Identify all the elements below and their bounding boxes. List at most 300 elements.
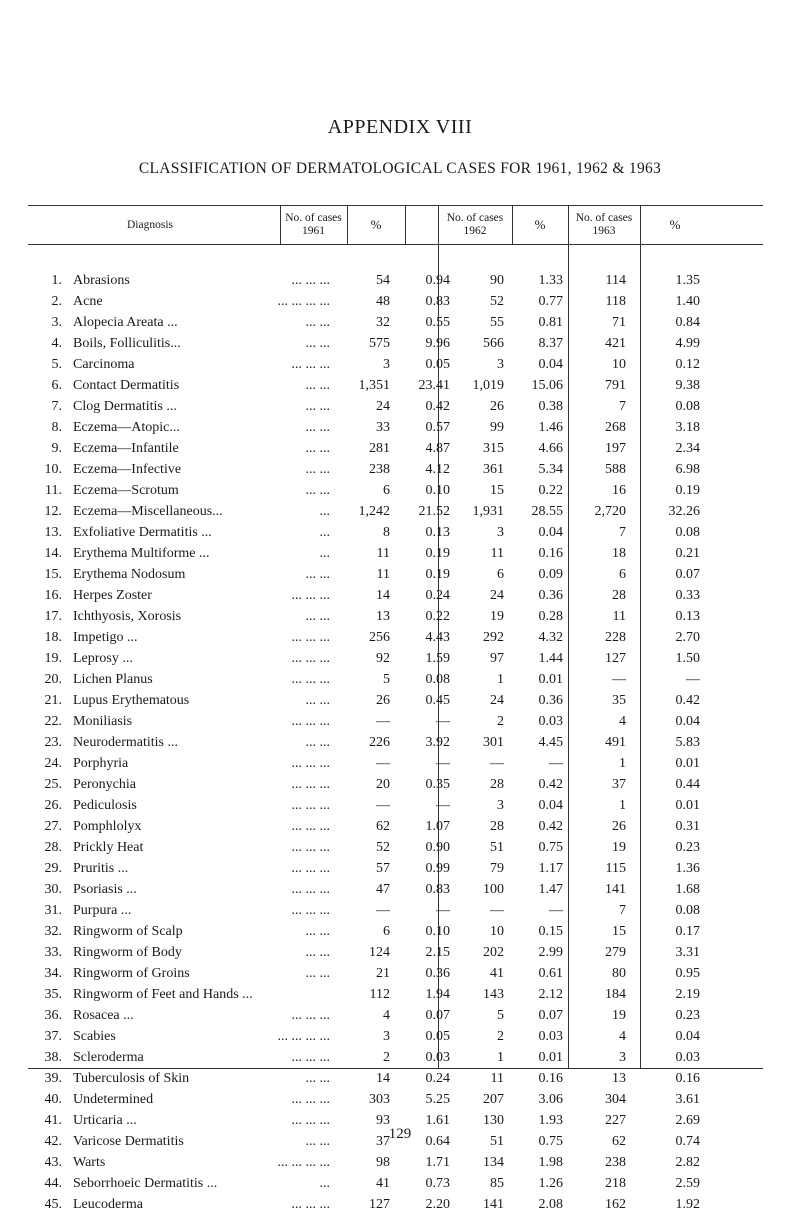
row-number: 6. xyxy=(51,378,62,393)
diagnosis-name: Erythema Nodosum xyxy=(73,567,186,582)
diagnosis-name: Carcinoma xyxy=(73,357,135,372)
leader-dots: ... ... ... xyxy=(291,777,330,792)
table-row xyxy=(0,711,800,732)
row-number: 45. xyxy=(44,1197,62,1212)
cases-1962: 1,931 xyxy=(472,504,504,519)
pct-1963: 0.04 xyxy=(675,1029,700,1044)
pct-1961: 4.87 xyxy=(425,441,450,456)
leader-dots: ... xyxy=(319,1176,330,1191)
pct-1961: 0.10 xyxy=(425,483,450,498)
leader-dots: ... ... xyxy=(305,378,330,393)
cases-1962: 292 xyxy=(483,630,504,645)
table-row xyxy=(0,837,800,858)
table-row xyxy=(0,417,800,438)
cases-1962: 11 xyxy=(490,546,504,561)
cases-1962: 3 xyxy=(497,798,504,813)
row-number: 29. xyxy=(44,861,62,876)
table-row xyxy=(0,291,800,312)
pct-1963: 2.59 xyxy=(675,1176,700,1191)
pct-1962: 0.75 xyxy=(538,1134,563,1149)
table-row xyxy=(0,396,800,417)
leader-dots: ... ... ... xyxy=(291,1050,330,1065)
cases-1961: — xyxy=(376,903,390,918)
pct-1963: 2.19 xyxy=(675,987,700,1002)
cases-1961: 57 xyxy=(376,861,390,876)
cases-1963: 26 xyxy=(612,819,626,834)
cases-1963: 6 xyxy=(619,567,626,582)
pct-1962: 3.06 xyxy=(538,1092,563,1107)
diagnosis-name: Eczema—Infantile xyxy=(73,441,179,456)
pct-1962: 0.81 xyxy=(538,315,563,330)
pct-1961: 0.90 xyxy=(425,840,450,855)
cases-1961: 5 xyxy=(383,672,390,687)
row-number: 43. xyxy=(44,1155,62,1170)
pct-1961: 0.24 xyxy=(425,1071,450,1086)
pct-1961: — xyxy=(436,756,450,771)
cases-1963: — xyxy=(612,672,626,687)
cases-1961: 21 xyxy=(376,966,390,981)
leader-dots: ... ... ... xyxy=(291,798,330,813)
pct-1963: — xyxy=(686,672,700,687)
pct-1962: 0.22 xyxy=(538,483,563,498)
cases-1962: — xyxy=(490,903,504,918)
table-row xyxy=(0,900,800,921)
cases-1961: 14 xyxy=(376,588,390,603)
header-pct-1963: % xyxy=(669,217,681,232)
cases-1963: 10 xyxy=(612,357,626,372)
leader-dots: ... ... xyxy=(305,336,330,351)
pct-1963: 0.08 xyxy=(675,525,700,540)
cases-1961: 8 xyxy=(383,525,390,540)
row-number: 18. xyxy=(44,630,62,645)
cases-1963: 115 xyxy=(605,861,626,876)
cases-1961: 575 xyxy=(369,336,390,351)
pct-1962: 0.75 xyxy=(538,840,563,855)
cases-1963: 421 xyxy=(605,336,626,351)
cases-1961: 127 xyxy=(369,1197,390,1212)
cases-1962: 55 xyxy=(490,315,504,330)
pct-1961: 0.22 xyxy=(425,609,450,624)
cases-1961: — xyxy=(376,714,390,729)
pct-1962: 4.66 xyxy=(538,441,563,456)
pct-1961: 1.61 xyxy=(425,1113,450,1128)
table-row xyxy=(0,606,800,627)
cases-1963: 4 xyxy=(619,714,626,729)
cases-1961: — xyxy=(376,756,390,771)
diagnosis-name: Varicose Dermatitis xyxy=(73,1134,184,1149)
cases-1962: 99 xyxy=(490,420,504,435)
pct-1962: 28.55 xyxy=(531,504,563,519)
diagnosis-name: Ringworm of Scalp xyxy=(73,924,183,939)
cases-1961: 11 xyxy=(376,567,390,582)
cases-1961: 11 xyxy=(376,546,390,561)
pct-1962: 1.44 xyxy=(538,651,563,666)
table-row xyxy=(0,1089,800,1110)
row-number: 20. xyxy=(44,672,62,687)
cases-1963: 127 xyxy=(605,651,626,666)
row-number: 37. xyxy=(44,1029,62,1044)
row-number: 3. xyxy=(51,315,62,330)
cases-1963: 2,720 xyxy=(594,504,626,519)
cases-1963: 71 xyxy=(612,315,626,330)
cases-1963: 4 xyxy=(619,1029,626,1044)
table-row xyxy=(0,543,800,564)
cases-1963: 141 xyxy=(605,882,626,897)
leader-dots: ... ... ... xyxy=(291,903,330,918)
diagnosis-name: Eczema—Scrotum xyxy=(73,483,179,498)
cases-1961: 26 xyxy=(376,693,390,708)
pct-1961: 0.08 xyxy=(425,672,450,687)
row-number: 26. xyxy=(44,798,62,813)
table-row xyxy=(0,921,800,942)
header-cases-1963: No. of cases 1963 xyxy=(575,212,633,237)
row-number: 28. xyxy=(44,840,62,855)
diagnosis-name: Ringworm of Feet and Hands ... xyxy=(73,987,253,1002)
cases-1962: 19 xyxy=(490,609,504,624)
diagnosis-name: Scabies xyxy=(73,1029,116,1044)
leader-dots: ... ... ... ... xyxy=(277,294,330,309)
cases-1961: 20 xyxy=(376,777,390,792)
pct-1961: 0.94 xyxy=(425,273,450,288)
pct-1961: 0.19 xyxy=(425,546,450,561)
pct-1963: 0.44 xyxy=(675,777,700,792)
pct-1961: 0.13 xyxy=(425,525,450,540)
cases-1961: — xyxy=(376,798,390,813)
cases-1962: 28 xyxy=(490,819,504,834)
row-number: 27. xyxy=(44,819,62,834)
pct-1962: 0.01 xyxy=(538,1050,563,1065)
cases-1961: 98 xyxy=(376,1155,390,1170)
row-number: 42. xyxy=(44,1134,62,1149)
leader-dots: ... ... xyxy=(305,1071,330,1086)
cases-1962: 41 xyxy=(490,966,504,981)
pct-1961: 0.83 xyxy=(425,882,450,897)
cases-1961: 54 xyxy=(376,273,390,288)
cases-1962: 28 xyxy=(490,777,504,792)
cases-1963: 197 xyxy=(605,441,626,456)
leader-dots: ... ... ... ... xyxy=(277,1155,330,1170)
row-number: 11. xyxy=(45,483,62,498)
cases-1963: 7 xyxy=(619,903,626,918)
cases-1962: 361 xyxy=(483,462,504,477)
row-number: 15. xyxy=(44,567,62,582)
pct-1962: 1.46 xyxy=(538,420,563,435)
pct-1962: 0.09 xyxy=(538,567,563,582)
pct-1963: 5.83 xyxy=(675,735,700,750)
cases-1963: 279 xyxy=(605,945,626,960)
pct-1963: 1.50 xyxy=(675,651,700,666)
leader-dots: ... ... xyxy=(305,945,330,960)
pct-1961: 2.20 xyxy=(425,1197,450,1212)
pct-1961: 0.73 xyxy=(425,1176,450,1191)
pct-1961: 3.92 xyxy=(425,735,450,750)
leader-dots: ... ... ... xyxy=(291,1113,330,1128)
pct-1963: 0.84 xyxy=(675,315,700,330)
column-divider xyxy=(405,205,406,245)
table-row xyxy=(0,1026,800,1047)
diagnosis-name: Eczema—Infective xyxy=(73,462,182,477)
header-pct-1961: % xyxy=(370,217,382,232)
leader-dots: ... ... ... xyxy=(291,273,330,288)
leader-dots: ... ... xyxy=(305,420,330,435)
table-row xyxy=(0,501,800,522)
leader-dots: ... ... xyxy=(305,924,330,939)
table-row xyxy=(0,333,800,354)
row-number: 7. xyxy=(51,399,62,414)
pct-1962: 0.38 xyxy=(538,399,563,414)
cases-1963: 162 xyxy=(605,1197,626,1212)
cases-1962: 90 xyxy=(490,273,504,288)
diagnosis-name: Warts xyxy=(73,1155,106,1170)
cases-1962: 130 xyxy=(483,1113,504,1128)
cases-1962: 26 xyxy=(490,399,504,414)
cases-1963: 19 xyxy=(612,1008,626,1023)
diagnosis-name: Erythema Multiforme ... xyxy=(73,546,210,561)
diagnosis-name: Tuberculosis of Skin xyxy=(73,1071,190,1086)
leader-dots: ... ... ... xyxy=(291,1197,330,1212)
pct-1962: 0.15 xyxy=(538,924,563,939)
row-number: 34. xyxy=(44,966,62,981)
pct-1963: 0.03 xyxy=(675,1050,700,1065)
cases-1961: 24 xyxy=(376,399,390,414)
pct-1963: 0.04 xyxy=(675,714,700,729)
cases-1962: 207 xyxy=(483,1092,504,1107)
row-number: 36. xyxy=(44,1008,62,1023)
cases-1962: 3 xyxy=(497,357,504,372)
cases-1963: 588 xyxy=(605,462,626,477)
cases-1963: 7 xyxy=(619,525,626,540)
pct-1963: 0.07 xyxy=(675,567,700,582)
cases-1962: 315 xyxy=(483,441,504,456)
table-row xyxy=(0,522,800,543)
leader-dots: ... ... ... xyxy=(291,819,330,834)
pct-1963: 0.21 xyxy=(675,546,700,561)
diagnosis-name: Eczema—Atopic... xyxy=(73,420,180,435)
cases-1961: 124 xyxy=(369,945,390,960)
row-number: 40. xyxy=(44,1092,62,1107)
pct-1961: 4.12 xyxy=(425,462,450,477)
pct-1963: 1.68 xyxy=(675,882,700,897)
pct-1961: 0.45 xyxy=(425,693,450,708)
cases-1961: 14 xyxy=(376,1071,390,1086)
cases-1962: 24 xyxy=(490,693,504,708)
row-number: 25. xyxy=(44,777,62,792)
table-row xyxy=(0,858,800,879)
cases-1961: 6 xyxy=(383,924,390,939)
cases-1963: 37 xyxy=(612,777,626,792)
pct-1963: 1.92 xyxy=(675,1197,700,1212)
diagnosis-name: Ringworm of Body xyxy=(73,945,182,960)
pct-1962: 0.36 xyxy=(538,693,563,708)
cases-1961: 281 xyxy=(369,441,390,456)
header-diagnosis: Diagnosis xyxy=(127,219,173,231)
leader-dots: ... ... xyxy=(305,735,330,750)
pct-1961: 0.36 xyxy=(425,966,450,981)
cases-1963: 268 xyxy=(605,420,626,435)
row-number: 17. xyxy=(44,609,62,624)
pct-1962: 0.28 xyxy=(538,609,563,624)
row-number: 32. xyxy=(44,924,62,939)
cases-1963: 791 xyxy=(605,378,626,393)
row-number: 31. xyxy=(44,903,62,918)
diagnosis-name: Peronychia xyxy=(73,777,136,792)
table-row xyxy=(0,1173,800,1194)
pct-1963: 0.95 xyxy=(675,966,700,981)
leader-dots: ... xyxy=(319,525,330,540)
cases-1962: 24 xyxy=(490,588,504,603)
pct-1963: 3.18 xyxy=(675,420,700,435)
leader-dots: ... xyxy=(319,546,330,561)
table-row xyxy=(0,774,800,795)
pct-1962: 4.32 xyxy=(538,630,563,645)
cases-1962: 3 xyxy=(497,525,504,540)
pct-1961: 0.35 xyxy=(425,777,450,792)
leader-dots: ... ... xyxy=(305,441,330,456)
pct-1961: 0.03 xyxy=(425,1050,450,1065)
diagnosis-name: Seborrhoeic Dermatitis ... xyxy=(73,1176,218,1191)
diagnosis-name: Rosacea ... xyxy=(73,1008,134,1023)
header-pct-1962: % xyxy=(534,217,546,232)
pct-1962: 0.04 xyxy=(538,525,563,540)
cases-1962: 11 xyxy=(490,1071,504,1086)
diagnosis-name: Boils, Folliculitis... xyxy=(73,336,181,351)
cases-1961: 52 xyxy=(376,840,390,855)
pct-1962: 0.04 xyxy=(538,357,563,372)
pct-1962: 1.26 xyxy=(538,1176,563,1191)
cases-1963: 114 xyxy=(605,273,626,288)
cases-1961: 1,351 xyxy=(358,378,390,393)
table-row xyxy=(0,1068,800,1089)
row-number: 2. xyxy=(51,294,62,309)
cases-1962: 141 xyxy=(483,1197,504,1212)
pct-1962: 8.37 xyxy=(538,336,563,351)
pct-1962: — xyxy=(549,756,563,771)
row-number: 10. xyxy=(44,462,62,477)
leader-dots: ... ... ... xyxy=(291,882,330,897)
pct-1962: 1.17 xyxy=(538,861,563,876)
row-number: 5. xyxy=(51,357,62,372)
pct-1963: 2.70 xyxy=(675,630,700,645)
pct-1961: — xyxy=(436,798,450,813)
cases-1963: 11 xyxy=(612,609,626,624)
row-number: 8. xyxy=(51,420,62,435)
page-number: 129 xyxy=(388,1126,412,1142)
cases-1962: 2 xyxy=(497,1029,504,1044)
pct-1962: 0.07 xyxy=(538,1008,563,1023)
cases-1962: 15 xyxy=(490,483,504,498)
diagnosis-name: Alopecia Areata ... xyxy=(73,315,178,330)
diagnosis-name: Scleroderma xyxy=(73,1050,144,1065)
table-body xyxy=(0,270,800,1215)
pct-1962: 0.03 xyxy=(538,714,563,729)
table-row xyxy=(0,480,800,501)
cases-1963: 184 xyxy=(605,987,626,1002)
cases-1961: 37 xyxy=(376,1134,390,1149)
cases-1962: 2 xyxy=(497,714,504,729)
cases-1961: 2 xyxy=(383,1050,390,1065)
cases-1961: 3 xyxy=(383,1029,390,1044)
table-row xyxy=(0,375,800,396)
table-top-rule xyxy=(28,205,763,206)
cases-1962: 1,019 xyxy=(472,378,504,393)
pct-1963: 2.82 xyxy=(675,1155,700,1170)
cases-1962: 202 xyxy=(483,945,504,960)
row-number: 39. xyxy=(44,1071,62,1086)
cases-1963: 80 xyxy=(612,966,626,981)
diagnosis-name: Ringworm of Groins xyxy=(73,966,190,981)
cases-1963: 218 xyxy=(605,1176,626,1191)
leader-dots: ... ... xyxy=(305,966,330,981)
row-number: 4. xyxy=(51,336,62,351)
table-caption: CLASSIFICATION OF DERMATOLOGICAL CASES FOR 1961, 1962 & 1963 xyxy=(138,160,662,177)
cases-1962: 1 xyxy=(497,1050,504,1065)
cases-1963: 227 xyxy=(605,1113,626,1128)
table-row xyxy=(0,732,800,753)
cases-1963: 3 xyxy=(619,1050,626,1065)
pct-1961: 0.99 xyxy=(425,861,450,876)
cases-1963: 228 xyxy=(605,630,626,645)
pct-1961: 9.96 xyxy=(425,336,450,351)
pct-1961: 0.05 xyxy=(425,357,450,372)
cases-1962: 143 xyxy=(483,987,504,1002)
cases-1962: 100 xyxy=(483,882,504,897)
cases-1961: 62 xyxy=(376,819,390,834)
pct-1963: 0.12 xyxy=(675,357,700,372)
cases-1963: 304 xyxy=(605,1092,626,1107)
diagnosis-name: Impetigo ... xyxy=(73,630,138,645)
row-number: 19. xyxy=(44,651,62,666)
cases-1963: 18 xyxy=(612,546,626,561)
pct-1963: 0.74 xyxy=(675,1134,700,1149)
table-row xyxy=(0,354,800,375)
pct-1963: 0.19 xyxy=(675,483,700,498)
cases-1961: 256 xyxy=(369,630,390,645)
table-row xyxy=(0,564,800,585)
cases-1962: 1 xyxy=(497,672,504,687)
pct-1962: 0.42 xyxy=(538,819,563,834)
header-bottom-rule xyxy=(28,244,763,245)
pct-1961: 0.10 xyxy=(425,924,450,939)
table-row xyxy=(0,753,800,774)
diagnosis-name: Urticaria ... xyxy=(73,1113,137,1128)
pct-1962: 0.77 xyxy=(538,294,563,309)
pct-1962: 1.93 xyxy=(538,1113,563,1128)
pct-1961: 23.41 xyxy=(418,378,450,393)
pct-1961: 1.94 xyxy=(425,987,450,1002)
cases-1961: 32 xyxy=(376,315,390,330)
diagnosis-name: Exfoliative Dermatitis ... xyxy=(73,525,212,540)
row-number: 44. xyxy=(44,1176,62,1191)
row-number: 30. xyxy=(44,882,62,897)
diagnosis-name: Porphyria xyxy=(73,756,129,771)
leader-dots: ... ... xyxy=(305,567,330,582)
cases-1962: 52 xyxy=(490,294,504,309)
row-number: 35. xyxy=(44,987,62,1002)
pct-1963: 0.08 xyxy=(675,903,700,918)
leader-dots: ... ... ... xyxy=(291,861,330,876)
pct-1963: 0.16 xyxy=(675,1071,700,1086)
pct-1961: 0.05 xyxy=(425,1029,450,1044)
table-row xyxy=(0,270,800,291)
row-number: 23. xyxy=(44,735,62,750)
pct-1963: 3.31 xyxy=(675,945,700,960)
cases-1963: 7 xyxy=(619,399,626,414)
pct-1962: 0.42 xyxy=(538,777,563,792)
cases-1961: 47 xyxy=(376,882,390,897)
cases-1961: 1,242 xyxy=(358,504,390,519)
cases-1963: 35 xyxy=(612,693,626,708)
pct-1962: 0.16 xyxy=(538,1071,563,1086)
